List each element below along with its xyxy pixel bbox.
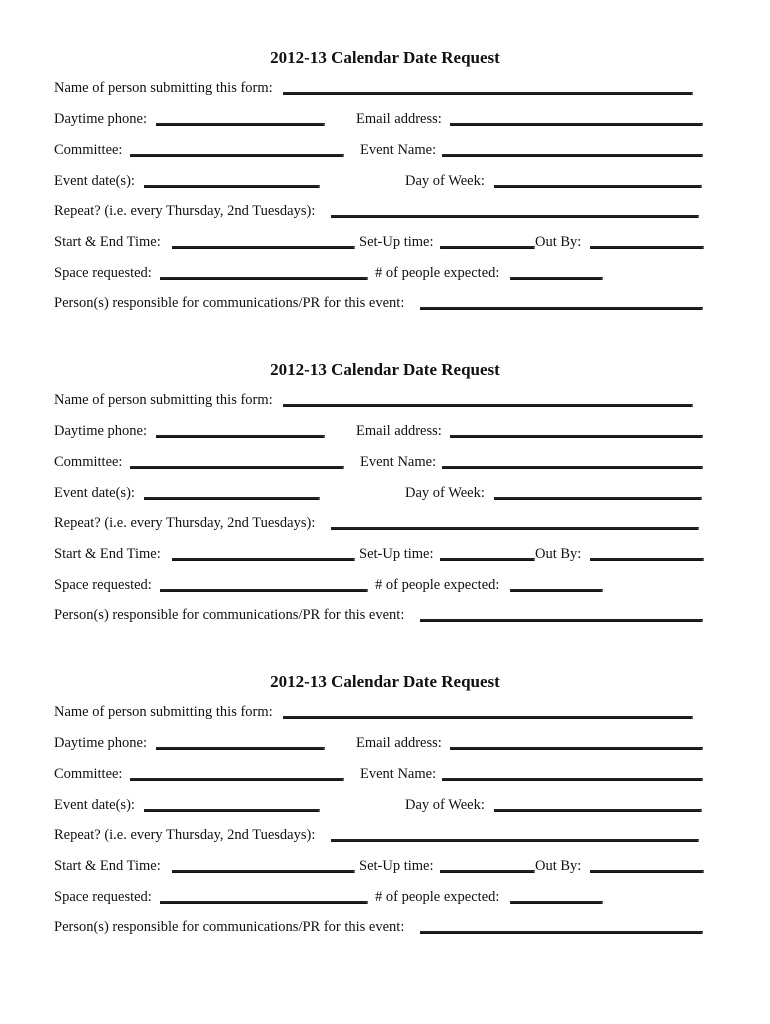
- committee-field[interactable]: [130, 154, 344, 157]
- pr-label: Person(s) responsible for communications/PR for this event:: [54, 607, 405, 623]
- pr-row: [0, 917, 770, 937]
- setup-label: Set-Up time:: [359, 546, 434, 562]
- committee-label: Committee:: [54, 142, 123, 158]
- people-field[interactable]: [510, 901, 603, 904]
- repeat-field[interactable]: [331, 527, 699, 530]
- space-label: Space requested:: [54, 889, 152, 905]
- form-title: 2012-13 Calendar Date Request: [270, 48, 500, 67]
- out-by-label: Out By:: [535, 858, 582, 874]
- space-label: Space requested:: [54, 577, 152, 593]
- setup-field[interactable]: [440, 558, 535, 561]
- setup-field[interactable]: [440, 246, 535, 249]
- email-field[interactable]: [450, 123, 703, 126]
- out-by-label: Out By:: [535, 546, 582, 562]
- day-of-week-field[interactable]: [494, 809, 702, 812]
- phone-field[interactable]: [156, 747, 325, 750]
- phone-field[interactable]: [156, 123, 325, 126]
- setup-field[interactable]: [440, 870, 535, 873]
- pr-label: Person(s) responsible for communications/PR for this event:: [54, 295, 405, 311]
- day-of-week-field[interactable]: [494, 185, 702, 188]
- event-dates-field[interactable]: [144, 185, 320, 188]
- space-people-row: [0, 887, 770, 907]
- date-day-row: [0, 171, 770, 191]
- start-end-field[interactable]: [172, 246, 355, 249]
- event-name-label: Event Name:: [360, 454, 437, 470]
- event-dates-label: Event date(s):: [54, 485, 135, 501]
- event-dates-label: Event date(s):: [54, 173, 135, 189]
- space-people-row: [0, 575, 770, 595]
- repeat-row: [0, 513, 770, 533]
- name-row: [0, 78, 770, 98]
- out-by-field[interactable]: [590, 558, 704, 561]
- start-end-label: Start & End Time:: [54, 234, 161, 250]
- name-label: Name of person submitting this form:: [54, 392, 273, 408]
- people-label: # of people expected:: [375, 265, 500, 281]
- day-of-week-label: Day of Week:: [405, 485, 485, 501]
- date-day-row: [0, 483, 770, 503]
- repeat-row: [0, 201, 770, 221]
- calendar-request-form-1: [0, 48, 770, 348]
- start-end-label: Start & End Time:: [54, 546, 161, 562]
- committee-label: Committee:: [54, 454, 123, 470]
- repeat-row: [0, 825, 770, 845]
- form-title: 2012-13 Calendar Date Request: [270, 672, 500, 691]
- out-by-field[interactable]: [590, 870, 704, 873]
- space-field[interactable]: [160, 277, 368, 280]
- event-name-label: Event Name:: [360, 766, 437, 782]
- setup-label: Set-Up time:: [359, 858, 434, 874]
- event-dates-field[interactable]: [144, 809, 320, 812]
- repeat-label: Repeat? (i.e. every Thursday, 2nd Tuesdays):: [54, 515, 316, 531]
- people-field[interactable]: [510, 589, 603, 592]
- people-field[interactable]: [510, 277, 603, 280]
- name-label: Name of person submitting this form:: [54, 704, 273, 720]
- email-field[interactable]: [450, 747, 703, 750]
- day-of-week-field[interactable]: [494, 497, 702, 500]
- name-row: [0, 390, 770, 410]
- pr-field[interactable]: [420, 619, 703, 622]
- event-name-field[interactable]: [442, 154, 703, 157]
- email-label: Email address:: [356, 735, 442, 751]
- event-name-field[interactable]: [442, 466, 703, 469]
- date-day-row: [0, 795, 770, 815]
- space-field[interactable]: [160, 901, 368, 904]
- event-name-label: Event Name:: [360, 142, 437, 158]
- time-row: [0, 232, 770, 252]
- time-row: [0, 856, 770, 876]
- committee-event-row: [0, 452, 770, 472]
- phone-email-row: [0, 109, 770, 129]
- phone-email-row: [0, 733, 770, 753]
- name-row: [0, 702, 770, 722]
- space-label: Space requested:: [54, 265, 152, 281]
- phone-label: Daytime phone:: [54, 735, 148, 751]
- name-field[interactable]: [283, 92, 693, 95]
- committee-field[interactable]: [130, 466, 344, 469]
- calendar-request-form-3: [0, 672, 770, 972]
- repeat-label: Repeat? (i.e. every Thursday, 2nd Tuesdays):: [54, 203, 316, 219]
- event-name-field[interactable]: [442, 778, 703, 781]
- phone-email-row: [0, 421, 770, 441]
- calendar-request-form-2: [0, 360, 770, 660]
- phone-field[interactable]: [156, 435, 325, 438]
- committee-label: Committee:: [54, 766, 123, 782]
- event-dates-label: Event date(s):: [54, 797, 135, 813]
- time-row: [0, 544, 770, 564]
- name-field[interactable]: [283, 404, 693, 407]
- committee-field[interactable]: [130, 778, 344, 781]
- name-label: Name of person submitting this form:: [54, 80, 273, 96]
- name-field[interactable]: [283, 716, 693, 719]
- space-field[interactable]: [160, 589, 368, 592]
- start-end-label: Start & End Time:: [54, 858, 161, 874]
- repeat-field[interactable]: [331, 839, 699, 842]
- day-of-week-label: Day of Week:: [405, 173, 485, 189]
- event-dates-field[interactable]: [144, 497, 320, 500]
- repeat-field[interactable]: [331, 215, 699, 218]
- out-by-label: Out By:: [535, 234, 582, 250]
- setup-label: Set-Up time:: [359, 234, 434, 250]
- phone-label: Daytime phone:: [54, 423, 148, 439]
- people-label: # of people expected:: [375, 889, 500, 905]
- people-label: # of people expected:: [375, 577, 500, 593]
- pr-row: [0, 605, 770, 625]
- pr-field[interactable]: [420, 931, 703, 934]
- pr-row: [0, 293, 770, 313]
- pr-field[interactable]: [420, 307, 703, 310]
- day-of-week-label: Day of Week:: [405, 797, 485, 813]
- start-end-field[interactable]: [172, 558, 355, 561]
- space-people-row: [0, 263, 770, 283]
- email-label: Email address:: [356, 423, 442, 439]
- pr-label: Person(s) responsible for communications/PR for this event:: [54, 919, 405, 935]
- out-by-field[interactable]: [590, 246, 704, 249]
- email-label: Email address:: [356, 111, 442, 127]
- start-end-field[interactable]: [172, 870, 355, 873]
- form-title: 2012-13 Calendar Date Request: [270, 360, 500, 379]
- phone-label: Daytime phone:: [54, 111, 148, 127]
- committee-event-row: [0, 140, 770, 160]
- committee-event-row: [0, 764, 770, 784]
- email-field[interactable]: [450, 435, 703, 438]
- repeat-label: Repeat? (i.e. every Thursday, 2nd Tuesdays):: [54, 827, 316, 843]
